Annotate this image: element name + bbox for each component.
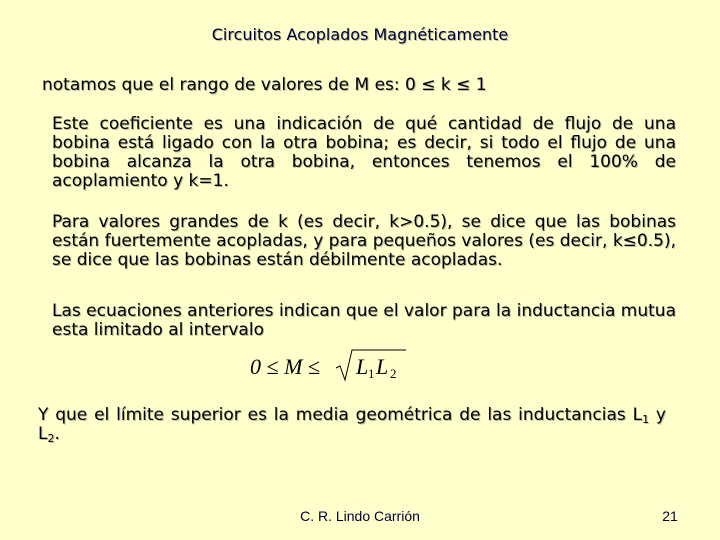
conclusion-mid: y L — [38, 405, 666, 444]
conclusion-end: . — [54, 424, 60, 444]
slide-title: Circuitos Acoplados Magnéticamente — [211, 25, 509, 44]
page-number: 21 — [662, 508, 678, 524]
interval-paragraph: Las ecuaciones anteriores indican que el valor para la inductancia mutua esta limitado al intervalo — [52, 301, 676, 340]
mutual-inductance-formula — [250, 346, 410, 386]
formula-graphic — [250, 346, 410, 386]
formula-l2: L — [376, 354, 389, 379]
coefficient-paragraph: Este coeficiente es una indicación de qué cantidad de flujo de una bobina está ligado con la otra bobina; es decir, si todo el flujo de una bobina alcanza la otra bobina, entonces tenemos el 100% de acoplamiento y k=1. — [52, 114, 676, 191]
formula-l2-sub: 2 — [390, 366, 397, 381]
conclusion-paragraph — [38, 406, 666, 444]
conclusion-sub2: 2 — [47, 432, 55, 445]
footer-author: C. R. Lindo Carrión — [300, 508, 420, 524]
coupling-paragraph: Para valores grandes de k (es decir, k>0.5), se dice que las bobinas están fuertemente acopladas, y para pequeños valores (es decir, k≤0.5), se dice que las bobinas están débilmente acopladas. — [52, 212, 676, 270]
formula-l1-sub: 1 — [368, 366, 375, 381]
formula-lhs: 0 ≤ M ≤ — [250, 354, 320, 379]
formula-l1: L — [356, 354, 369, 379]
conclusion-main: Y que el límite superior es la media geométrica de las inductancias L — [38, 405, 643, 425]
conclusion-sub1: 1 — [642, 413, 650, 426]
range-intro-text: notamos que el rango de valores de M es: 0 ≤ k ≤ 1 — [42, 75, 487, 95]
